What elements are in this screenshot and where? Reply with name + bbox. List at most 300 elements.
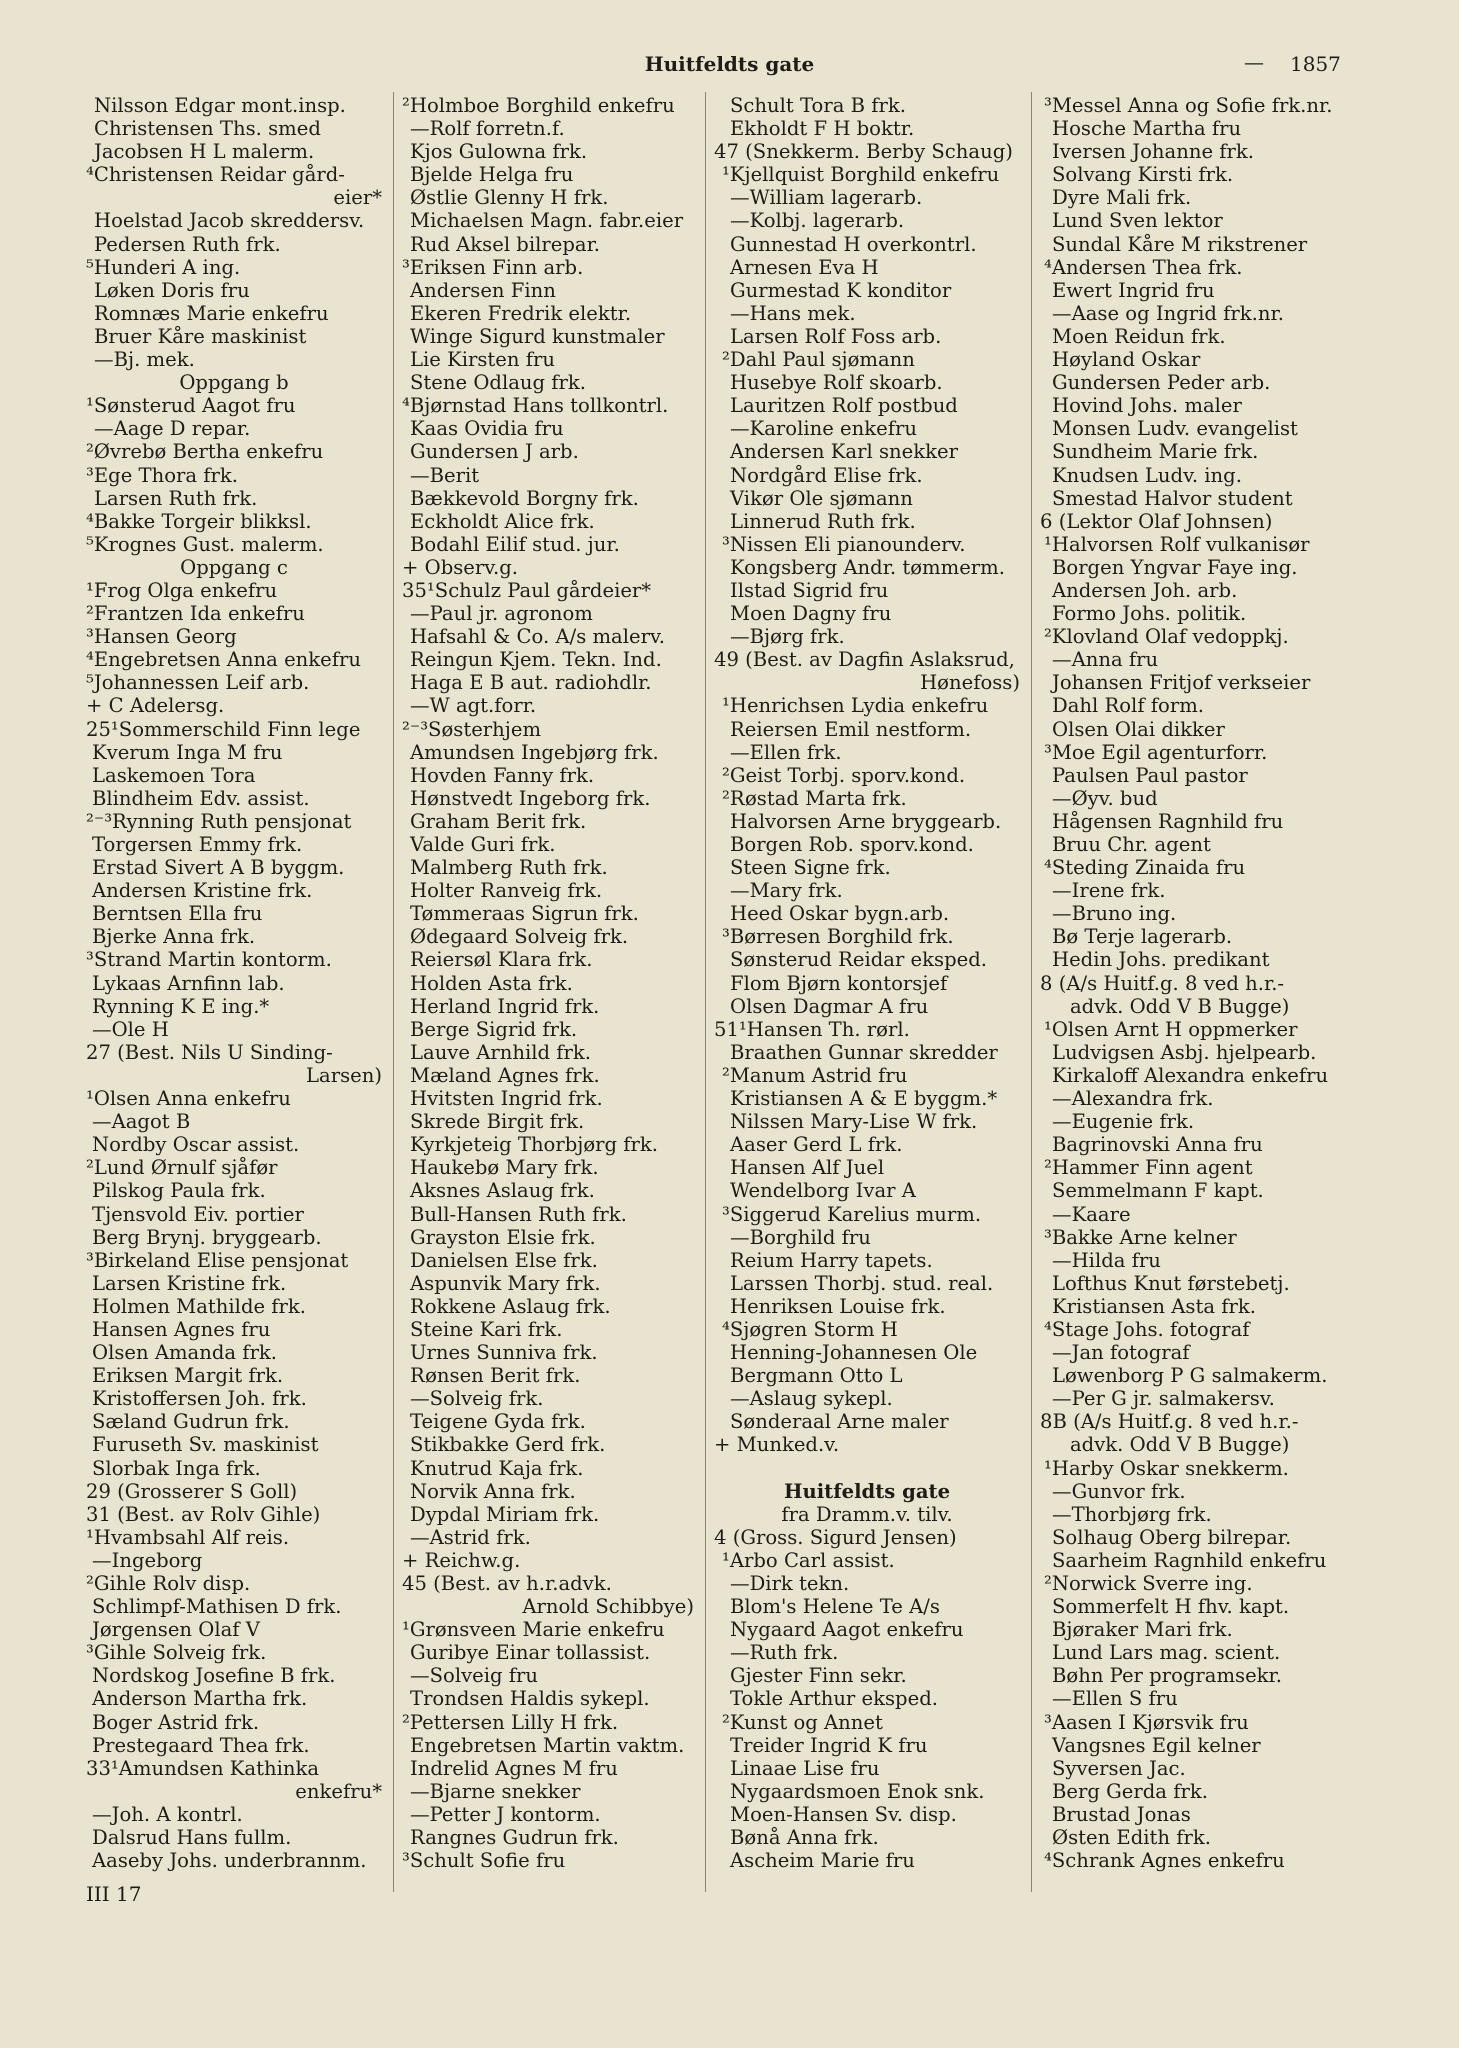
directory-entry: Gundersen Peder arb. — [1052, 371, 1271, 395]
directory-entry: Dahl Rolf form. — [1052, 694, 1205, 718]
directory-entry: Rynning K E ing.* — [92, 994, 270, 1018]
directory-entry: —Per G jr. salmakersv. — [1052, 1387, 1275, 1411]
directory-entry: Formo Johs. politik. — [1052, 602, 1247, 626]
directory-entry: Larsen Ruth frk. — [94, 486, 258, 510]
directory-entry: Kjos Gulowna frk. — [410, 140, 588, 164]
directory-entry: Sundheim Marie frk. — [1052, 440, 1259, 464]
directory-entry: Kyrkjeteig Thorbjørg frk. — [410, 1133, 658, 1157]
directory-entry: Nordskog Josefine B frk. — [92, 1664, 336, 1688]
directory-entry: Michaelsen Magn. fabr.eier — [410, 209, 684, 233]
directory-entry: Linnerud Ruth frk. — [730, 509, 916, 533]
directory-entry: —Øyv. bud — [1052, 786, 1158, 810]
directory-entry: ¹Kjellquist Borghild enkefru — [722, 163, 1000, 187]
directory-entry: ³Børresen Borghild frk. — [722, 925, 954, 949]
directory-entry: Aksnes Aslaug frk. — [410, 1179, 595, 1203]
directory-entry: 25¹Sommerschild Finn lege — [86, 717, 361, 741]
directory-entry: —Astrid frk. — [410, 1525, 531, 1549]
directory-entry: —Mary frk. — [730, 879, 843, 903]
directory-entry: —Petter J kontorm. — [410, 1802, 601, 1826]
directory-entry: Bjelde Helga fru — [410, 163, 574, 187]
directory-entry: Winge Sigurd kunstmaler — [410, 324, 665, 348]
directory-entry: Nordgård Elise frk. — [730, 463, 923, 487]
directory-entry: Larsen) — [306, 1063, 382, 1087]
directory-entry: Grayston Elsie frk. — [410, 1225, 596, 1249]
directory-entry: Tjensvold Eiv. portier — [92, 1202, 304, 1226]
directory-entry: Løwenborg P G salmakerm. — [1052, 1364, 1328, 1388]
directory-entry: ⁴Engebretsen Anna enkefru — [86, 648, 362, 672]
directory-entry: ³Aasen I Kjørsvik fru — [1044, 1710, 1249, 1734]
directory-entry: ³Gihle Solveig frk. — [86, 1641, 267, 1665]
directory-entry: Furuseth Sv. maskinist — [92, 1433, 319, 1457]
directory-entry: 8B (A/s Huitf.g. 8 ved h.r.- — [1040, 1410, 1299, 1434]
directory-entry: Gundersen J arb. — [410, 440, 579, 464]
directory-entry: ²Røstad Marta frk. — [722, 786, 907, 810]
directory-entry: Berge Sigrid frk. — [410, 1017, 578, 1041]
directory-entry: Iversen Johanne frk. — [1052, 140, 1255, 164]
directory-entry: Amundsen Ingebjørg frk. — [410, 740, 659, 764]
directory-entry: ³Schult Sofie fru — [402, 1849, 566, 1873]
directory-entry: Knudsen Ludv. ing. — [1052, 463, 1242, 487]
directory-entry: —Thorbjørg frk. — [1052, 1502, 1212, 1526]
directory-entry: Henriksen Louise frk. — [730, 1294, 946, 1318]
directory-entry: Ascheim Marie fru — [730, 1849, 915, 1873]
directory-entry: Heed Oskar bygn.arb. — [730, 902, 950, 926]
directory-entry: ³Siggerud Karelius murm. — [722, 1202, 982, 1226]
directory-entry: ⁵Johannessen Leif arb. — [86, 671, 310, 695]
directory-entry: Paulsen Paul pastor — [1052, 763, 1248, 787]
directory-entry: Vikør Ole sjømann — [730, 486, 913, 510]
directory-entry: Nordby Oscar assist. — [92, 1133, 300, 1157]
directory-entry: Holden Asta frk. — [410, 971, 573, 995]
directory-entry: Husebye Rolf skoarb. — [730, 371, 943, 395]
directory-entry: ⁴Stage Johs. fotograf — [1044, 1317, 1250, 1341]
directory-entry: Lund Sven lektor — [1052, 209, 1223, 233]
page-title: Huitfeldts gate — [644, 52, 815, 76]
directory-entry: + Munked.v. — [714, 1433, 840, 1457]
directory-entry: Rokkene Aslaug frk. — [410, 1294, 611, 1318]
directory-entry: —Ole H — [92, 1017, 169, 1041]
directory-entry: —Alexandra frk. — [1052, 1087, 1214, 1111]
directory-entry: Pilskog Paula frk. — [92, 1179, 266, 1203]
directory-entry: Holmen Mathilde frk. — [92, 1294, 307, 1318]
directory-entry: Kristoffersen Joh. frk. — [92, 1387, 307, 1411]
directory-entry: Stikbakke Gerd frk. — [410, 1433, 606, 1457]
directory-entry: Bruer Kåre maskinist — [94, 324, 307, 348]
directory-entry: Lund Lars mag. scient. — [1052, 1641, 1281, 1665]
directory-entry: Skrede Birgit frk. — [410, 1110, 585, 1134]
directory-entry: Ludvigsen Asbj. hjelpearb. — [1052, 1040, 1317, 1064]
directory-entry: —Gunvor frk. — [1052, 1479, 1186, 1503]
directory-entry: Saarheim Ragnhild enkefru — [1052, 1548, 1327, 1572]
directory-entry: Dalsrud Hans fullm. — [92, 1826, 292, 1850]
directory-entry: Lykaas Arnfinn lab. — [92, 971, 285, 995]
directory-entry: Kongsberg Andr. tømmerm. — [730, 555, 1005, 579]
directory-entry: ²Norwick Sverre ing. — [1044, 1572, 1253, 1595]
directory-entry: Andersen Karl snekker — [730, 440, 958, 464]
directory-entry: Teigene Gyda frk. — [410, 1410, 586, 1434]
directory-entry: Gurmestad K konditor — [730, 278, 952, 302]
directory-entry: ²⁻³Rynning Ruth pensjonat — [86, 809, 352, 833]
directory-entry: Sommerfelt H fhv. kapt. — [1052, 1595, 1290, 1619]
directory-column-1 — [86, 94, 382, 1894]
directory-entry: Larssen Thorbj. stud. real. — [730, 1271, 994, 1295]
directory-entry: —Kaare — [1052, 1202, 1131, 1226]
directory-entry: Hønefoss) — [920, 671, 1020, 695]
directory-entry: Wendelborg Ivar A — [730, 1179, 916, 1203]
directory-entry: + Observ.g. — [402, 555, 519, 579]
directory-entry: Bagrinovski Anna fru — [1052, 1133, 1263, 1157]
directory-entry: ⁴Bakke Torgeir blikksl. — [86, 509, 312, 533]
directory-entry: Hoelstad Jacob skreddersv. — [94, 209, 365, 233]
directory-entry: Ødegaard Solveig frk. — [410, 925, 629, 949]
directory-entry: Gjester Finn sekr. — [730, 1664, 907, 1688]
directory-entry: Holter Ranveig frk. — [410, 879, 603, 903]
directory-entry: Bruu Chr. agent — [1052, 833, 1211, 856]
directory-entry: Halvorsen Arne bryggearb. — [730, 809, 1002, 833]
directory-entry: ¹Frog Olga enkefru — [86, 578, 278, 602]
directory-entry: ²Pettersen Lilly H frk. — [402, 1710, 619, 1734]
directory-entry: Arnold Schibbye) — [522, 1595, 694, 1619]
column-divider — [705, 92, 706, 1892]
directory-entry: ¹Olsen Anna enkefru — [86, 1087, 291, 1111]
directory-entry: Dypdal Miriam frk. — [410, 1502, 600, 1526]
directory-entry: Reium Harry tapets. — [730, 1248, 933, 1272]
directory-entry: 35¹Schulz Paul gårdeier* — [402, 578, 652, 602]
directory-entry: ¹Halvorsen Rolf vulkanisør — [1044, 532, 1310, 556]
directory-entry: ¹Harby Oskar snekkerm. — [1044, 1456, 1289, 1480]
directory-entry: Braathen Gunnar skredder — [730, 1040, 998, 1064]
directory-entry: ³Birkeland Elise pensjonat — [86, 1248, 349, 1272]
directory-entry: Norvik Anna frk. — [410, 1479, 576, 1503]
directory-entry: ²Holmboe Borghild enkefru — [402, 94, 675, 117]
directory-entry: Haga E B aut. radiohdlr. — [410, 671, 652, 695]
directory-entry: —Irene frk. — [1052, 879, 1166, 903]
directory-entry: ³Hansen Georg — [86, 625, 237, 649]
directory-entry: Monsen Ludv. evangelist — [1052, 417, 1298, 441]
directory-entry: advk. Odd V B Bugge) — [1070, 994, 1290, 1018]
directory-entry: —Solveig frk. — [410, 1387, 544, 1411]
directory-entry: Nilssen Mary-Lise W frk. — [730, 1110, 978, 1134]
directory-entry: ²Hammer Finn agent — [1044, 1156, 1253, 1180]
directory-entry: Schult Tora B frk. — [730, 94, 906, 117]
directory-entry: —Ellen S fru — [1052, 1687, 1178, 1711]
directory-entry: ³Bakke Arne kelner — [1044, 1225, 1237, 1249]
directory-entry: Olsen Amanda frk. — [92, 1341, 278, 1365]
directory-entry: ⁵Hunderi A ing. — [86, 255, 241, 279]
directory-entry: —Rolf forretn.f. — [410, 117, 565, 141]
directory-entry: ⁴Steding Zinaida fru — [1044, 856, 1246, 880]
directory-entry: ³Eriksen Finn arb. — [402, 255, 584, 279]
directory-entry: —Aage D repar. — [94, 417, 251, 441]
directory-entry: Malmberg Ruth frk. — [410, 856, 608, 880]
directory-entry: Lie Kirsten fru — [410, 348, 555, 372]
directory-entry: Ilstad Sigrid fru — [730, 578, 889, 602]
directory-entry: Høyland Oskar — [1052, 348, 1201, 372]
directory-entry: Kaas Ovidia fru — [410, 417, 564, 441]
directory-entry: Pedersen Ruth frk. — [94, 232, 281, 256]
directory-entry: Eriksen Margit frk. — [92, 1364, 284, 1388]
directory-entry: 29 (Grosserer S Goll) — [86, 1479, 298, 1503]
directory-entry: ²Gihle Rolv disp. — [86, 1572, 251, 1595]
directory-entry: 51¹Hansen Th. rørl. — [714, 1017, 910, 1041]
directory-entry: Andersen Finn — [410, 278, 556, 302]
directory-entry: 45 (Best. av h.r.advk. — [402, 1572, 612, 1595]
directory-entry: Oppgang c — [180, 555, 288, 579]
directory-entry: 6 (Lektor Olaf Johnsen) — [1040, 509, 1273, 533]
directory-entry: Nilsson Edgar mont.insp. — [94, 94, 346, 117]
directory-entry: ²Dahl Paul sjømann — [722, 348, 915, 372]
directory-entry: Østen Edith frk. — [1052, 1826, 1211, 1850]
directory-entry: enkefru* — [295, 1779, 382, 1803]
directory-entry: ⁴Schrank Agnes enkefru — [1044, 1849, 1285, 1873]
directory-entry: Sundal Kåre M rikstrener — [1052, 232, 1308, 256]
directory-entry: Prestegaard Thea frk. — [92, 1733, 310, 1757]
directory-entry: Laskemoen Tora — [92, 763, 256, 787]
directory-entry: Vangsnes Egil kelner — [1052, 1733, 1261, 1757]
directory-entry: Herland Ingrid frk. — [410, 994, 600, 1018]
directory-entry — [714, 1457, 1020, 1480]
directory-entry: Knutrud Kaja frk. — [410, 1456, 584, 1480]
directory-entry: —Bj. mek. — [94, 348, 195, 372]
directory-column-3 — [714, 94, 1020, 1894]
directory-entry: 8 (A/s Huitf.g. 8 ved h.r.- — [1040, 971, 1285, 995]
directory-entry: Sæland Gudrun frk. — [92, 1410, 290, 1434]
directory-entry: —Ingeborg — [92, 1548, 203, 1572]
directory-entry: Solvang Kirsti frk. — [1052, 163, 1234, 187]
page-footer-signature: III 17 — [86, 1882, 142, 1906]
directory-entry: Arnesen Eva H — [730, 255, 879, 279]
directory-entry: Gunnestad H overkontrl. — [730, 232, 977, 256]
directory-entry: Ekeren Fredrik elektr. — [410, 301, 632, 325]
directory-entry: —Hilda fru — [1052, 1248, 1161, 1272]
directory-entry: ⁴Christensen Reidar gård- — [86, 163, 345, 187]
directory-entry: Valde Guri frk. — [410, 833, 556, 856]
directory-entry: Østlie Glenny H frk. — [410, 186, 609, 210]
directory-entry: ²Manum Astrid fru — [722, 1063, 908, 1087]
directory-entry: Kirkaloff Alexandra enkefru — [1052, 1063, 1329, 1087]
directory-entry: ³Strand Martin kontorm. — [86, 948, 332, 972]
directory-entry: Urnes Sunniva frk. — [410, 1341, 598, 1365]
directory-entry: Stene Odlaug frk. — [410, 371, 586, 395]
directory-entry: —Bjørg frk. — [730, 625, 845, 649]
directory-entry: Reingun Kjem. Tekn. Ind. — [410, 648, 662, 672]
directory-entry: Hvitsten Ingrid frk. — [410, 1087, 603, 1111]
directory-entry: Bønå Anna frk. — [730, 1826, 879, 1850]
directory-entry: Haukebø Mary frk. — [410, 1156, 599, 1180]
column-divider — [393, 92, 394, 1892]
directory-entry: —Aase og Ingrid frk.nr. — [1052, 301, 1284, 325]
directory-entry: ¹Hvambsahl Alf reis. — [86, 1525, 290, 1549]
directory-entry: + Reichw.g. — [402, 1548, 521, 1572]
directory-entry: —Aagot B — [92, 1110, 191, 1134]
directory-entry: Reiersen Emil nestform. — [730, 717, 972, 741]
directory-entry: —Anna fru — [1052, 648, 1159, 672]
directory-entry: Bergmann Otto L — [730, 1364, 903, 1388]
directory-entry: —Dirk tekn. — [730, 1572, 850, 1595]
directory-entry: —Hans mek. — [730, 301, 856, 325]
directory-entry: —Ellen frk. — [730, 740, 842, 764]
directory-entry: —Karoline enkefru — [730, 417, 917, 441]
header-dash: — — [1244, 50, 1264, 74]
directory-entry: Hansen Agnes fru — [92, 1317, 271, 1341]
directory-entry: Erstad Sivert A B byggm. — [92, 856, 345, 880]
directory-entry: ³Moe Egil agenturforr. — [1044, 740, 1268, 764]
directory-entry: Hovind Johs. maler — [1052, 394, 1242, 418]
directory-entry: ⁴Andersen Thea frk. — [1044, 255, 1243, 279]
directory-entry: Tokle Arthur eksped. — [730, 1687, 938, 1711]
page-number: 1857 — [1290, 52, 1341, 76]
directory-entry: 31 (Best. av Rolv Gihle) — [86, 1502, 321, 1526]
directory-entry: ⁵Krognes Gust. malerm. — [86, 532, 324, 556]
directory-entry: ³Ege Thora frk. — [86, 463, 239, 487]
column-divider — [1031, 92, 1032, 1892]
directory-entry: —Jan fotograf — [1052, 1341, 1190, 1365]
directory-entry: Blom's Helene Te A/s — [730, 1595, 940, 1619]
directory-entry: Blindheim Edv. assist. — [92, 786, 310, 810]
directory-entry: Semmelmann F kapt. — [1052, 1179, 1264, 1203]
directory-entry: Henning-Johannesen Ole — [730, 1341, 978, 1365]
directory-entry: Kverum Inga M fru — [92, 740, 283, 764]
directory-entry: —Berit — [410, 463, 480, 487]
directory-entry: ³Nissen Eli pianounderv. — [722, 532, 966, 556]
directory-entry: ²Geist Torbj. sporv.kond. — [722, 763, 966, 787]
directory-entry: Guribye Einar tollassist. — [410, 1641, 651, 1665]
directory-entry: + C Adelersg. — [86, 694, 225, 718]
section-heading: Huitfeldts gate — [783, 1479, 951, 1503]
directory-entry: ²Kunst og Annet — [722, 1710, 883, 1734]
directory-entry: ²Klovland Olaf vedoppkj. — [1044, 625, 1289, 649]
directory-entry: Olsen Dagmar A fru — [730, 994, 929, 1018]
directory-entry: Moen-Hansen Sv. disp. — [730, 1802, 957, 1826]
directory-entry: Kristiansen A & E byggm.* — [730, 1087, 998, 1111]
directory-entry: Mæland Agnes frk. — [410, 1063, 600, 1087]
directory-entry: ⁴Bjørnstad Hans tollkontrl. — [402, 394, 669, 418]
directory-entry: Rønsen Berit frk. — [410, 1364, 581, 1388]
directory-entry: Solhaug Oberg bilrepar. — [1052, 1525, 1292, 1549]
directory-entry: Hovden Fanny frk. — [410, 763, 595, 787]
directory-column-2 — [402, 94, 694, 1894]
directory-entry: Hønstvedt Ingeborg frk. — [410, 786, 651, 810]
directory-entry: —Aslaug sykepl. — [730, 1387, 893, 1411]
directory-entry: ²Frantzen Ida enkefru — [86, 602, 305, 626]
directory-entry: fra Dramm.v. tilv. — [781, 1502, 953, 1526]
directory-entry: Romnæs Marie enkefru — [94, 301, 329, 325]
directory-entry: ²Lund Ørnulf sjåfør — [86, 1156, 278, 1180]
directory-entry: Nygaardsmoen Enok snk. — [730, 1779, 985, 1803]
directory-entry: Slorbak Inga frk. — [92, 1456, 261, 1480]
directory-entry: Sønderaal Arne maler — [730, 1410, 949, 1434]
directory-entry: Aaser Gerd L frk. — [730, 1133, 903, 1157]
directory-entry: Treider Ingrid K fru — [730, 1733, 928, 1757]
directory-entry: Bøhn Per programsekr. — [1052, 1664, 1282, 1688]
directory-entry: Lofthus Knut førstebetj. — [1052, 1271, 1290, 1295]
directory-entry: Danielsen Else frk. — [410, 1248, 598, 1272]
directory-entry: Sønsterud Reidar eksped. — [730, 948, 987, 972]
directory-entry: 33¹Amundsen Kathinka — [86, 1756, 320, 1780]
page-header — [0, 52, 1459, 86]
directory-entry: Christensen Ths. smed — [94, 117, 321, 141]
directory-entry: ²Øvrebø Bertha enkefru — [86, 440, 324, 464]
directory-entry: ³Messel Anna og Sofie frk.nr. — [1044, 94, 1333, 117]
directory-entry: Andersen Kristine frk. — [92, 879, 313, 903]
directory-entry: Graham Berit frk. — [410, 809, 587, 833]
directory-entry: 49 (Best. av Dagfin Aslaksrud, — [714, 648, 1015, 672]
directory-entry: Lauve Arnhild frk. — [410, 1040, 591, 1064]
directory-entry: Hosche Martha fru — [1052, 117, 1242, 141]
directory-entry: Oppgang b — [179, 371, 289, 395]
directory-entry: Borgen Rob. sporv.kond. — [730, 833, 974, 856]
directory-entry: Steen Signe frk. — [730, 856, 891, 880]
directory-entry: Hedin Johs. predikant — [1052, 948, 1270, 972]
directory-entry: Indrelid Agnes M fru — [410, 1756, 618, 1780]
directory-entry: Dyre Mali frk. — [1052, 186, 1192, 210]
directory-entry: Borgen Yngvar Faye ing. — [1052, 555, 1298, 579]
directory-entry: Løken Doris fru — [94, 278, 250, 302]
directory-entry: Schlimpf-Mathisen D frk. — [92, 1595, 342, 1619]
directory-entry: Larsen Kristine frk. — [92, 1271, 287, 1295]
directory-entry: —Borghild fru — [730, 1225, 871, 1249]
directory-entry: Bø Terje lagerarb. — [1052, 925, 1233, 949]
directory-entry: 4 (Gross. Sigurd Jensen) — [714, 1525, 957, 1549]
directory-entry: —Bruno ing. — [1052, 902, 1177, 926]
directory-entry: —William lagerarb. — [730, 186, 923, 210]
directory-entry: Nygaard Aagot enkefru — [730, 1618, 964, 1642]
directory-entry: Ewert Ingrid fru — [1052, 278, 1215, 302]
directory-entry: Olsen Olai dikker — [1052, 717, 1225, 741]
directory-entry: Linaae Lise fru — [730, 1756, 880, 1780]
directory-entry: Ekholdt F H boktr. — [730, 117, 915, 141]
directory-entry: Reiersøl Klara frk. — [410, 948, 593, 972]
directory-entry: Engebretsen Martin vaktm. — [410, 1733, 685, 1757]
directory-entry: Andersen Joh. arb. — [1052, 578, 1238, 602]
directory-entry: ¹Arbo Carl assist. — [722, 1548, 895, 1572]
directory-entry: ¹Sønsterud Aagot fru — [86, 394, 296, 418]
directory-entry: Kristiansen Asta frk. — [1052, 1294, 1256, 1318]
directory-entry: Lauritzen Rolf postbud — [730, 394, 958, 418]
directory-entry: Bækkevold Borgny frk. — [410, 486, 639, 510]
directory-entry: Smestad Halvor student — [1052, 486, 1293, 510]
directory-entry: ¹Henrichsen Lydia enkefru — [722, 694, 989, 718]
directory-entry: Aspunvik Mary frk. — [410, 1271, 601, 1295]
directory-entry: —Joh. A kontrl. — [92, 1802, 243, 1826]
directory-entry: Syversen Jac. — [1052, 1756, 1186, 1780]
directory-entry: —Ruth frk. — [730, 1641, 839, 1665]
directory-entry: Moen Reidun frk. — [1052, 324, 1226, 348]
directory-entry: Berg Gerda frk. — [1052, 1779, 1208, 1803]
directory-entry: Johansen Fritjof verkseier — [1052, 671, 1311, 695]
directory-entry: eier* — [333, 186, 382, 210]
directory-entry: Brustad Jonas — [1052, 1802, 1191, 1826]
directory-entry: —W agt.forr. — [410, 694, 537, 718]
directory-entry: Hafsahl & Co. A/s malerv. — [410, 625, 665, 649]
directory-entry: Rud Aksel bilrepar. — [410, 232, 601, 256]
directory-entry: Steine Kari frk. — [410, 1317, 563, 1341]
directory-entry: ²⁻³Søsterhjem — [402, 717, 542, 741]
directory-entry: —Bjarne snekker — [410, 1779, 581, 1803]
directory-column-4 — [1040, 94, 1340, 1894]
directory-entry: Eckholdt Alice frk. — [410, 509, 595, 533]
directory-entry: Anderson Martha frk. — [92, 1687, 308, 1711]
directory-entry: —Eugenie frk. — [1052, 1110, 1195, 1134]
directory-entry: Bjerke Anna frk. — [92, 925, 256, 949]
directory-entry: advk. Odd V B Bugge) — [1070, 1433, 1290, 1457]
directory-entry: Berntsen Ella fru — [92, 902, 263, 926]
directory-entry: 47 (Snekkerm. Berby Schaug) — [714, 140, 1013, 164]
directory-entry: Rangnes Gudrun frk. — [410, 1826, 619, 1850]
directory-entry: Berg Brynj. bryggearb. — [92, 1225, 322, 1249]
directory-entry: Moen Dagny fru — [730, 602, 892, 626]
directory-entry: Jacobsen H L malerm. — [94, 140, 315, 164]
